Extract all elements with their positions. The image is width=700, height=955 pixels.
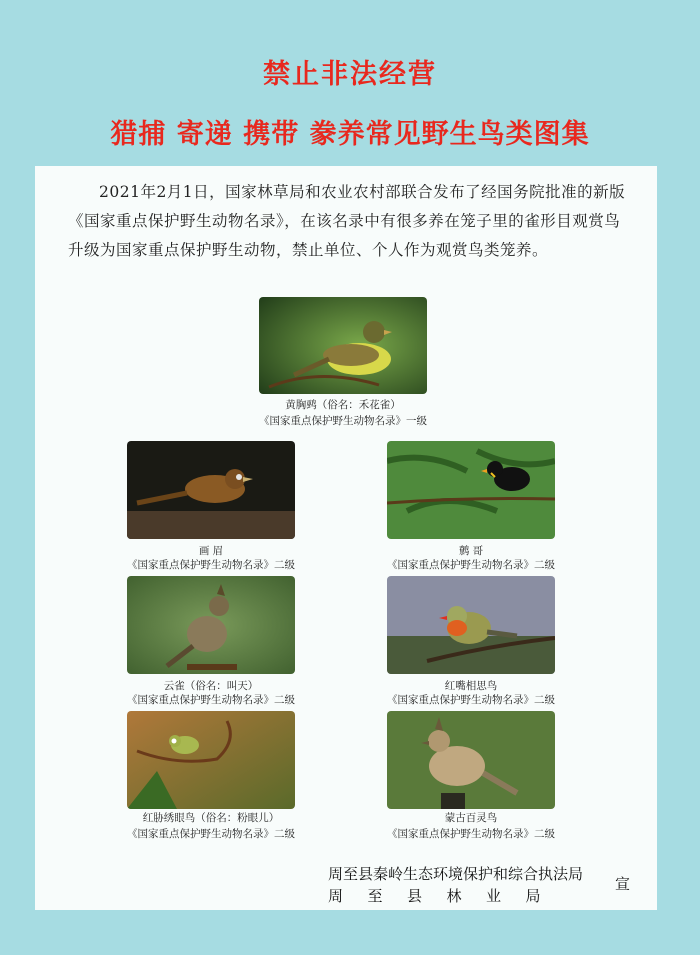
issuer-suffix: 宣: [615, 875, 631, 893]
caption-protection-level: 《国家重点保护野生动物名录》二级: [387, 694, 555, 706]
issuer-law-enforcement-bureau: 周至县秦岭生态环境保护和综合执法局: [328, 865, 584, 883]
caption-bird-name: 蒙古百灵鸟: [444, 812, 498, 824]
poster-subtitle: 猎捕 寄递 携带 豢养常见野生鸟类图集: [110, 119, 590, 150]
caption-bird-name: 画 眉: [198, 545, 224, 557]
photo-mongolian-lark: [387, 711, 555, 809]
caption-bird-name: 鹩 哥: [458, 545, 484, 557]
caption-protection-level: 《国家重点保护野生动物名录》二级: [127, 694, 295, 706]
photo-hwamei: [127, 441, 295, 539]
caption-protection-level: 《国家重点保护野生动物名录》一级: [259, 415, 427, 427]
caption-bird-name: 红胁绣眼鸟（俗名：粉眼儿）: [142, 812, 280, 824]
caption-protection-level: 《国家重点保护野生动物名录》二级: [127, 828, 295, 840]
issuer-forestry-bureau: 周至县林业局: [328, 887, 566, 905]
poster-title: 禁止非法经营: [263, 59, 437, 90]
caption-bird-name: 云雀（俗名：叫天）: [163, 680, 259, 692]
intro-paragraph: 2021年2月1日，国家林草局和农业农村部联合发布了经国务院批准的新版《国家重点保护野生动物名录》，在该名录中有很多养在笼子里的雀形目观赏鸟升级为国家重点保护野生动物，禁止单位、个人作为观赏鸟类笼养。: [68, 183, 626, 259]
caption-protection-level: 《国家重点保护野生动物名录》二级: [387, 828, 555, 840]
photo-skylark: [127, 576, 295, 674]
photo-red-billed-leiothrix: [387, 576, 555, 674]
photo-yellow-breasted-bunting: [259, 297, 427, 394]
photo-hill-myna: [387, 441, 555, 539]
caption-bird-name: 黄胸鹀（俗名：禾花雀）: [285, 399, 401, 411]
caption-bird-name: 红嘴相思鸟: [444, 680, 498, 692]
caption-protection-level: 《国家重点保护野生动物名录》二级: [127, 559, 295, 571]
photo-chestnut-flanked-white-eye: [127, 711, 295, 809]
caption-protection-level: 《国家重点保护野生动物名录》二级: [387, 559, 555, 571]
